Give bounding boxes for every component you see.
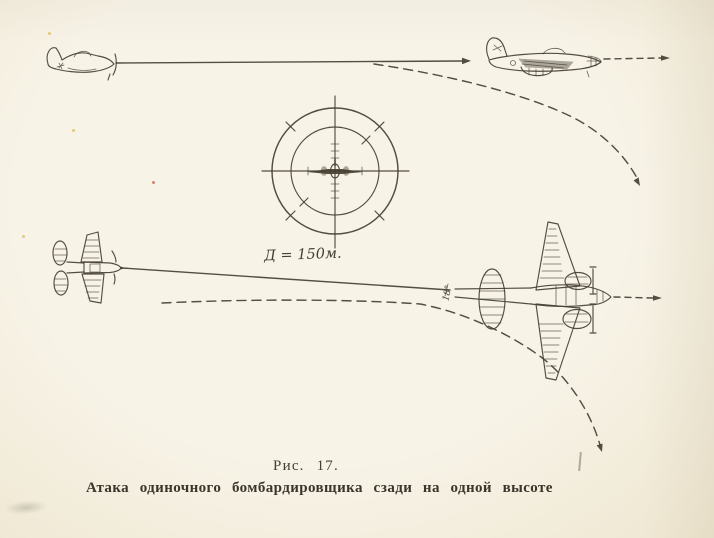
paper-speck — [72, 129, 75, 132]
attack-line-arrowhead — [462, 58, 471, 65]
fighter-wing-line — [68, 68, 96, 70]
engine-nacelle-right — [563, 310, 591, 329]
attack-sight-line — [116, 61, 462, 63]
wing-left — [81, 232, 102, 262]
bomber-course-line-plan — [614, 297, 653, 298]
propeller-blades — [112, 251, 116, 284]
bomber-course-line — [604, 58, 661, 59]
wing-right — [82, 274, 104, 303]
fighter-top-view — [53, 232, 123, 303]
paper-speck — [48, 32, 51, 35]
wing-right-hatching — [539, 324, 563, 373]
figure-caption: Атака одиночного бомбардировщика сзади на одной высоте — [86, 480, 553, 496]
rear-fuselage — [455, 288, 531, 304]
glazed-nose — [585, 56, 601, 77]
breakaway-arrowhead-side — [634, 177, 641, 186]
bomber-side-view — [487, 38, 601, 77]
tailplane-hatching — [54, 249, 67, 291]
fuselage-insignia — [511, 61, 516, 66]
fuselage — [84, 262, 121, 273]
glazed-nose-frames — [597, 290, 603, 303]
aiming-line-plan — [122, 268, 450, 290]
wing-left — [536, 222, 580, 290]
rear-fuselage — [67, 262, 84, 273]
wing-right — [536, 304, 580, 380]
distance-label: Д = 150м. — [263, 245, 342, 265]
star-insignia — [57, 63, 64, 69]
cockpit — [90, 264, 100, 272]
bomber-wing — [519, 59, 573, 69]
propellers — [590, 267, 596, 333]
bomber-top-view — [455, 222, 611, 380]
paper-speck — [22, 235, 25, 238]
paper-speck — [152, 181, 155, 184]
angle-label: 18° — [441, 284, 455, 303]
course-arrowhead — [661, 55, 670, 61]
tail-marking — [493, 45, 502, 51]
course-arrowhead-plan — [653, 295, 662, 301]
fighter-side-view — [47, 48, 116, 80]
breakaway-curve-side — [374, 64, 637, 178]
wing-left-hatching — [540, 229, 564, 278]
tailplane-hatching — [480, 275, 505, 323]
gunsight-reticle — [262, 96, 409, 248]
figure-number: Рис. 17. — [273, 458, 339, 474]
breakaway-arrowhead-plan — [597, 444, 603, 452]
breakaway-path-plan — [162, 300, 600, 445]
wing-hatching — [83, 240, 101, 298]
